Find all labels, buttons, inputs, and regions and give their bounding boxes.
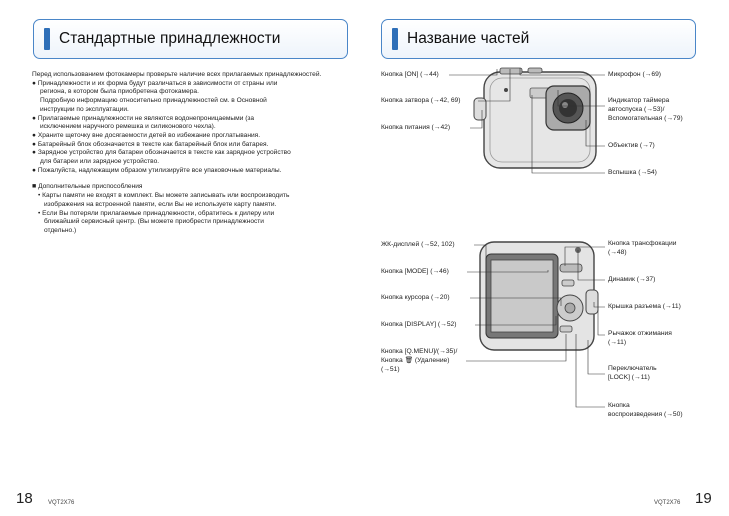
part-label-line: Кнопка [MODE] (→46): [381, 268, 449, 275]
note-item-continued: для батареи или зарядное устройство.: [40, 158, 160, 166]
note-item-continued: региона, в котором была приобретена фотокамера.: [40, 88, 199, 96]
note-item: ● Пожалуйста, надлежащим образом утилизируйте все упаковочные материалы.: [32, 166, 282, 174]
part-label: [381, 241, 455, 250]
right-page-number: 19: [695, 490, 712, 507]
part-label: [608, 303, 681, 312]
left-doc-code: VQT2X76: [48, 500, 75, 506]
part-label-line: (→48): [608, 248, 627, 256]
intro-text: Перед использованием фотокамеры проверьте наличие всех прилагаемых принадлежностей.: [32, 71, 322, 78]
optional-heading: ■ Дополнительные приспособления: [32, 183, 143, 191]
part-label: [608, 169, 657, 178]
part-label: [608, 71, 661, 80]
note-item-continued: инструкции по эксплуатации.: [40, 105, 129, 113]
part-label-line: Вспомогательная (→79): [608, 114, 683, 122]
note-item: ● Зарядное устройство для батареи обозначается в тексте как зарядное устройство: [32, 149, 291, 157]
note-item: ● Принадлежности и их форма будут различаться в зависимости от страны или: [32, 79, 278, 87]
part-label-line: Кнопка питания (→42): [381, 124, 451, 131]
note-item: ● Храните щеточку вне досягаемости детей во избежание проглатывания.: [32, 131, 261, 139]
right-doc-code: VQT2X76: [654, 500, 681, 506]
part-label-line: Микрофон (→69): [608, 71, 662, 78]
part-label-line: Кнопка трансфокации: [608, 240, 677, 247]
part-label-line: Кнопка курсора (→20): [381, 294, 450, 301]
right-page-title: Название частей: [407, 30, 530, 47]
part-label: [608, 97, 683, 123]
part-label: [381, 348, 457, 374]
left-page-title: Стандартные принадлежности: [59, 30, 281, 47]
optional-item: • Если Вы потеряли прилагаемые принадлежности, обратитесь к дилеру или: [38, 209, 275, 217]
part-label-line: Рычажок отжимания: [608, 330, 672, 337]
optional-item: • Карты памяти не входят в комплект. Вы можете записывать или воспроизводить: [38, 192, 290, 200]
part-label: [381, 124, 450, 133]
left-page-number: 18: [16, 490, 33, 507]
optional-item: ближайший сервисный центр. (Вы можете приобрести принадлежности: [44, 218, 264, 226]
part-label: [381, 321, 457, 330]
part-label-line: Кнопка 🗑 (Удаление): [381, 356, 450, 364]
optional-item: изображения на встроенной памяти, если Вы не используете карту памяти.: [44, 200, 277, 208]
note-item: ● Прилагаемые принадлежности не являются водонепроницаемыми (за: [32, 114, 255, 122]
part-label: [381, 71, 439, 80]
note-item-continued: Подробную информацию относительно принадлежностей см. в Основной: [40, 97, 267, 105]
part-label: [608, 330, 672, 348]
part-label: [381, 97, 461, 106]
part-label: [608, 402, 683, 420]
part-label-line: автоспуска (→53)/: [608, 105, 665, 113]
part-label-line: Объектив (→7): [608, 142, 655, 149]
part-label-line: Кнопка [ON] (→44): [381, 71, 439, 78]
part-label: [608, 142, 655, 151]
note-item: ● Батарейный блок обозначается в тексте как батарейный блок или батарея.: [32, 140, 269, 148]
note-item-continued: исключением наручного ремешка и силиконового чехла).: [40, 123, 216, 131]
optional-item: отдельно.): [44, 226, 77, 234]
part-label-line: (→51): [381, 365, 400, 373]
part-label-line: Кнопка [DISPLAY] (→52): [381, 321, 457, 328]
part-label-line: воспроизведения (→50): [608, 410, 683, 418]
part-label-line: Индикатор таймера: [608, 97, 670, 104]
part-label: [381, 294, 450, 303]
part-label: [608, 240, 676, 258]
part-label-line: ЖК-дисплей (→52, 102): [381, 241, 455, 248]
part-label-line: Переключатель: [608, 365, 657, 372]
part-label-line: Кнопка [Q.MENU]/(→35)/: [381, 348, 458, 355]
part-label-line: (→11): [608, 338, 627, 346]
part-label: [608, 276, 655, 285]
part-label: [381, 268, 449, 277]
part-label-line: Кнопка: [608, 402, 630, 409]
part-label-line: Динамик (→37): [608, 276, 656, 283]
part-label-line: Крышка разъема (→11): [608, 303, 681, 310]
part-label: [608, 365, 657, 383]
part-label-line: [LOCK] (→11): [608, 373, 650, 381]
part-label-line: Вспышка (→54): [608, 169, 657, 176]
part-label-line: Кнопка затвора (→42, 69): [381, 97, 461, 104]
